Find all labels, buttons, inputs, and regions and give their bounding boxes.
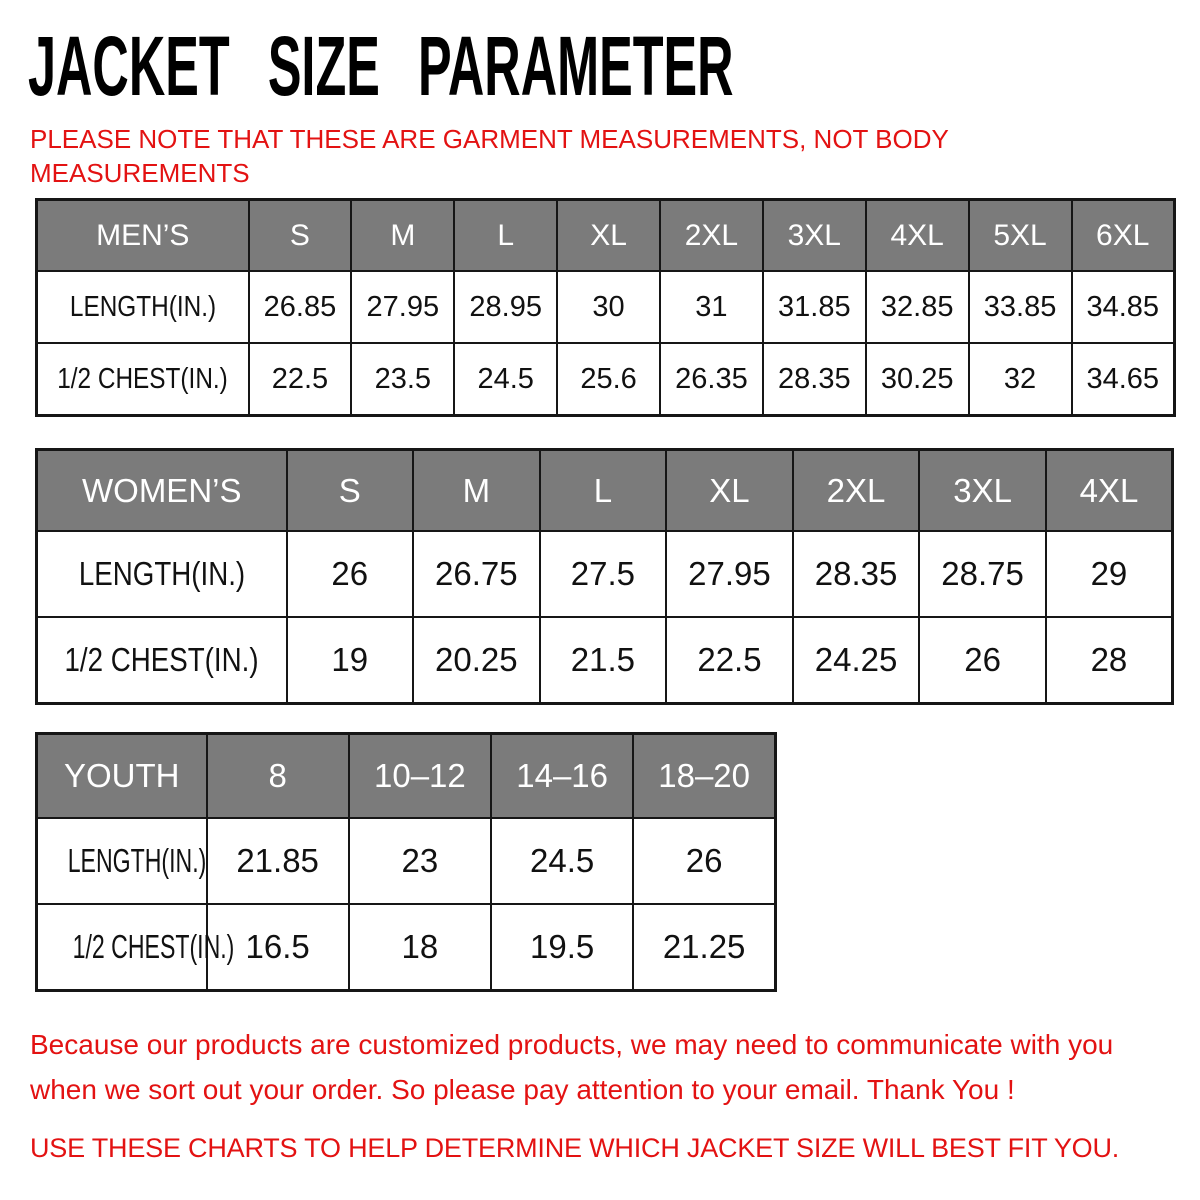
fit-instruction: USE THESE CHARTS TO HELP DETERMINE WHICH JACKET SIZE WILL BEST FIT YOU. <box>30 1133 1120 1163</box>
customization-notice <box>30 1022 1200 1112</box>
size-column-header: M <box>351 200 454 272</box>
row-label-cell <box>37 904 235 991</box>
size-column-header: S <box>249 200 352 272</box>
size-value-cell: 18 <box>349 904 491 991</box>
size-column-header: L <box>454 200 557 272</box>
size-column-header: M <box>413 450 540 532</box>
size-column-header: S <box>287 450 414 532</box>
size-value-cell: 28.95 <box>454 271 557 343</box>
size-column-header: L <box>540 450 667 532</box>
size-column-header: 4XL <box>866 200 969 272</box>
size-column-header: 3XL <box>919 450 1046 532</box>
size-value-cell: 28.35 <box>793 531 920 617</box>
row-label: LENGTH(IN.) <box>67 842 207 879</box>
mens-chest-row <box>37 343 1175 416</box>
womens-size-table <box>35 448 1174 705</box>
youth-chest-row <box>37 904 776 991</box>
size-value-cell: 30.25 <box>866 343 969 416</box>
size-value-cell: 31.85 <box>763 271 866 343</box>
size-value-cell: 30 <box>557 271 660 343</box>
size-value-cell: 21.85 <box>207 818 349 904</box>
mens-table-title-cell: MEN’S <box>37 200 249 272</box>
measurement-note-line-2: MEASUREMENTS <box>30 158 250 188</box>
row-label-cell <box>37 531 287 617</box>
measurement-note <box>30 122 1200 190</box>
size-value-cell: 31 <box>660 271 763 343</box>
womens-length-row <box>37 531 1173 617</box>
size-value-cell: 28 <box>1046 617 1173 704</box>
size-value-cell: 22.5 <box>249 343 352 416</box>
row-label-cell <box>37 271 249 343</box>
size-value-cell: 22.5 <box>666 617 793 704</box>
page-title: JACKET SIZE PARAMETER <box>28 19 734 113</box>
womens-table-title-cell: WOMEN’S <box>37 450 287 532</box>
size-value-cell: 26.85 <box>249 271 352 343</box>
size-column-header: 2XL <box>660 200 763 272</box>
size-value-cell: 19.5 <box>491 904 633 991</box>
row-label-cell <box>37 343 249 416</box>
size-value-cell: 32.85 <box>866 271 969 343</box>
size-value-cell: 24.25 <box>793 617 920 704</box>
youth-header-row <box>37 734 776 819</box>
measurement-note-line-1: PLEASE NOTE THAT THESE ARE GARMENT MEASUREMENTS, NOT BODY <box>30 124 949 154</box>
size-value-cell: 34.85 <box>1072 271 1175 343</box>
mens-header-row <box>37 200 1175 272</box>
size-value-cell: 21.5 <box>540 617 667 704</box>
size-column-header: 6XL <box>1072 200 1175 272</box>
size-value-cell: 25.6 <box>557 343 660 416</box>
size-value-cell: 33.85 <box>969 271 1072 343</box>
row-label-cell <box>37 617 287 704</box>
size-column-header: XL <box>557 200 660 272</box>
size-column-header: 5XL <box>969 200 1072 272</box>
row-label: LENGTH(IN.) <box>78 555 245 592</box>
customization-notice-line-2: when we sort out your order. So please pay attention to your email. Thank You ! <box>30 1074 1015 1105</box>
size-value-cell: 21.25 <box>633 904 775 991</box>
youth-size-table <box>35 732 777 992</box>
size-value-cell: 24.5 <box>491 818 633 904</box>
mens-length-row <box>37 271 1175 343</box>
size-column-header: 14–16 <box>491 734 633 819</box>
size-value-cell: 29 <box>1046 531 1173 617</box>
size-column-header: 18–20 <box>633 734 775 819</box>
row-label: 1/2 CHEST(IN.) <box>57 362 229 395</box>
size-value-cell: 16.5 <box>207 904 349 991</box>
size-column-header: 2XL <box>793 450 920 532</box>
size-column-header: 3XL <box>763 200 866 272</box>
size-column-header: XL <box>666 450 793 532</box>
size-value-cell: 19 <box>287 617 414 704</box>
size-column-header: 8 <box>207 734 349 819</box>
size-value-cell: 26 <box>633 818 775 904</box>
womens-header-row <box>37 450 1173 532</box>
size-value-cell: 26 <box>287 531 414 617</box>
youth-table-title-cell: YOUTH <box>37 734 207 819</box>
size-value-cell: 27.95 <box>351 271 454 343</box>
mens-size-table <box>35 198 1176 417</box>
size-value-cell: 23 <box>349 818 491 904</box>
womens-chest-row <box>37 617 1173 704</box>
size-value-cell: 23.5 <box>351 343 454 416</box>
size-value-cell: 26.35 <box>660 343 763 416</box>
customization-notice-line-1: Because our products are customized products, we may need to communicate with you <box>30 1029 1114 1060</box>
size-column-header: 10–12 <box>349 734 491 819</box>
row-label: 1/2 CHEST(IN.) <box>72 928 235 965</box>
size-value-cell: 20.25 <box>413 617 540 704</box>
size-value-cell: 28.75 <box>919 531 1046 617</box>
row-label: 1/2 CHEST(IN.) <box>64 641 259 678</box>
size-value-cell: 27.95 <box>666 531 793 617</box>
size-value-cell: 34.65 <box>1072 343 1175 416</box>
size-value-cell: 27.5 <box>540 531 667 617</box>
size-value-cell: 26.75 <box>413 531 540 617</box>
row-label-cell <box>37 818 207 904</box>
size-value-cell: 24.5 <box>454 343 557 416</box>
size-column-header: 4XL <box>1046 450 1173 532</box>
size-value-cell: 32 <box>969 343 1072 416</box>
row-label: LENGTH(IN.) <box>69 290 216 323</box>
size-value-cell: 28.35 <box>763 343 866 416</box>
youth-length-row <box>37 818 776 904</box>
size-value-cell: 26 <box>919 617 1046 704</box>
